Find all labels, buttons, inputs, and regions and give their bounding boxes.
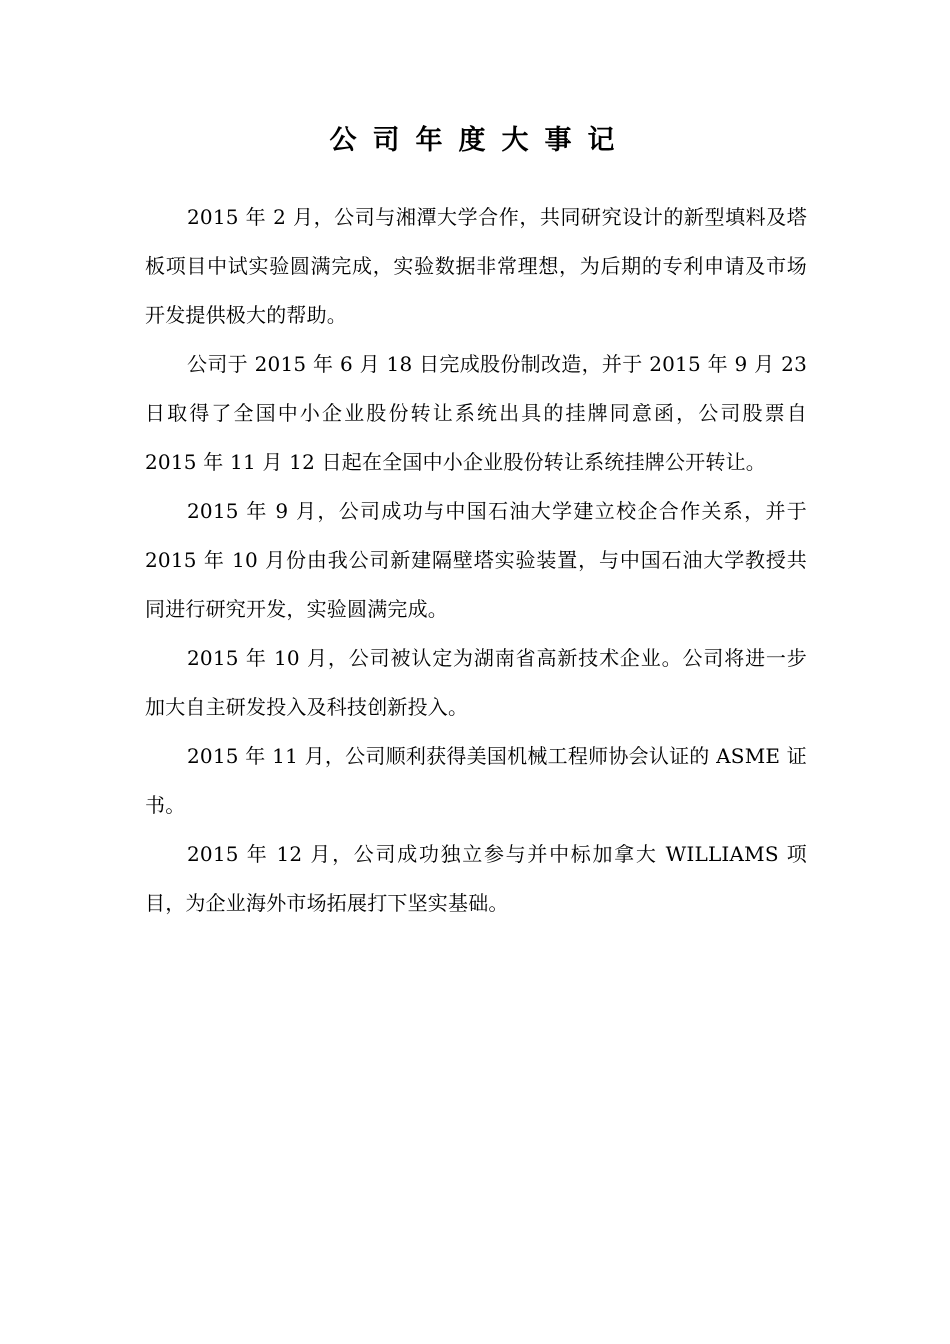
paragraph-dec-2015: 2015 年 12 月，公司成功独立参与并中标加拿大 WILLIAMS 项目，为企业海外市场拓展打下坚实基础。 xyxy=(145,842,807,915)
document-body xyxy=(145,193,807,928)
paragraph-oct-2015: 2015 年 10 月，公司被认定为湖南省高新技术企业。公司将进一步加大自主研发投入及科技创新投入。 xyxy=(145,646,807,719)
paragraph-sep-2015: 2015 年 9 月，公司成功与中国石油大学建立校企合作关系，并于 2015 年 10 月份由我公司新建隔壁塔实验装置，与中国石油大学教授共同进行研究开发，实验圆满完成。 xyxy=(145,499,807,621)
page-title: 公司年度大事记 xyxy=(329,125,631,156)
paragraph-share-reform: 公司于 2015 年 6 月 18 日完成股份制改造，并于 2015 年 9 月 23 日取得了全国中小企业股份转让系统出具的挂牌同意函，公司股票自 2015 年 11 月 12 日起在全国中小企业股份转让系统挂牌公开转让。 xyxy=(145,352,807,474)
paragraph-nov-2015: 2015 年 11 月，公司顺利获得美国机械工程师协会认证的 ASME 证书。 xyxy=(145,744,807,817)
paragraph-feb-2015: 2015 年 2 月，公司与湘潭大学合作，共同研究设计的新型填料及塔板项目中试实验圆满完成，实验数据非常理想，为后期的专利申请及市场开发提供极大的帮助。 xyxy=(145,205,807,327)
